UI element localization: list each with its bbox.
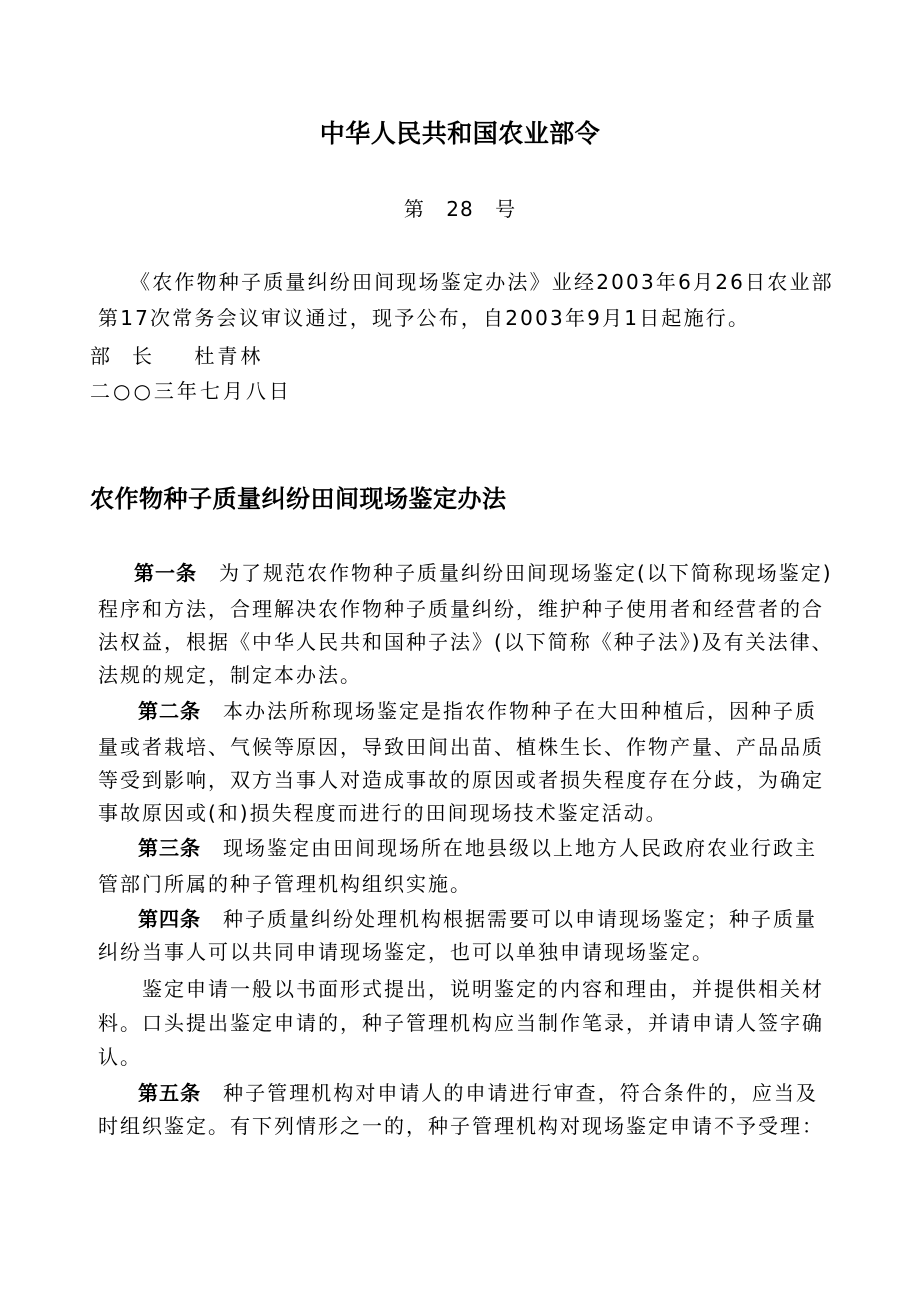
article-4-para-2-line-2: 料。口头提出鉴定申请的，种子管理机构应当制作笔录，并请申请人签字确 — [98, 1011, 824, 1035]
preamble-line-1: 《农作物种子质量纠纷田间现场鉴定办法》业经2003年6月26日农业部 — [130, 270, 834, 294]
article-1-line-2: 程序和方法，合理解决农作物种子质量纠纷，维护种子使用者和经营者的合 — [98, 597, 824, 621]
article-2-line-4: 事故原因或(和)损失程度而进行的田间现场技术鉴定活动。 — [98, 801, 668, 825]
article-label: 第一条 — [134, 561, 197, 585]
preamble-line-2: 第17次常务会议审议通过，现予公布，自2003年9月1日起施行。 — [98, 306, 751, 330]
article-4-line-2: 纠纷当事人可以共同申请现场鉴定，也可以单独申请现场鉴定。 — [98, 940, 714, 964]
article-label: 第四条 — [138, 907, 201, 931]
article-1-line-3: 法权益，根据《中华人民共和国种子法》(以下简称《种子法》)及有关法律、 — [98, 630, 834, 654]
order-number: 第 28 号 — [403, 197, 517, 221]
document-title: 农作物种子质量纠纷田间现场鉴定办法 — [90, 485, 507, 513]
article-1-line-4: 法规的规定，制定本办法。 — [98, 663, 362, 687]
article-label: 第三条 — [138, 836, 201, 860]
article-text: 为了规范农作物种子质量纠纷田间现场鉴定(以下简称现场鉴定) — [219, 561, 833, 585]
article-2-line-1 — [98, 695, 817, 724]
article-3-line-2: 管部门所属的种子管理机构组织实施。 — [98, 872, 472, 896]
article-4-para-2-line-3: 认。 — [98, 1045, 142, 1069]
issue-date: 二○○三年七月八日 — [90, 379, 292, 403]
article-text: 现场鉴定由田间现场所在地县级以上地方人民政府农业行政主 — [223, 836, 817, 860]
article-3-line-1 — [98, 832, 817, 861]
article-text: 种子质量纠纷处理机构根据需要可以申请现场鉴定；种子质量 — [223, 907, 817, 931]
article-1-line-1 — [98, 557, 833, 586]
article-label: 第五条 — [138, 1081, 202, 1105]
signer-block — [90, 340, 263, 369]
article-5-line-2: 时组织鉴定。有下列情形之一的，种子管理机构对现场鉴定申请不予受理： — [98, 1114, 824, 1138]
article-4-line-1 — [98, 903, 817, 932]
signer-role: 部长 — [90, 344, 174, 368]
article-4-para-2-line-1: 鉴定申请一般以书面形式提出，说明鉴定的内容和理由，并提供相关材 — [142, 977, 824, 1001]
signer-name: 杜青林 — [194, 344, 264, 368]
article-label: 第二条 — [138, 699, 201, 723]
article-text: 本办法所称现场鉴定是指农作物种子在大田种植后，因种子质 — [223, 699, 817, 723]
order-title: 中华人民共和国农业部令 — [319, 119, 601, 148]
article-5-line-1 — [98, 1077, 818, 1106]
article-2-line-2: 量或者栽培、气候等原因，导致田间出苗、植株生长、作物产量、产品品质 — [98, 735, 824, 759]
article-text: 种子管理机构对申请人的申请进行审查，符合条件的，应当及 — [223, 1081, 819, 1105]
article-2-line-3: 等受到影响，双方当事人对造成事故的原因或者损失程度存在分歧，为确定 — [98, 768, 824, 792]
